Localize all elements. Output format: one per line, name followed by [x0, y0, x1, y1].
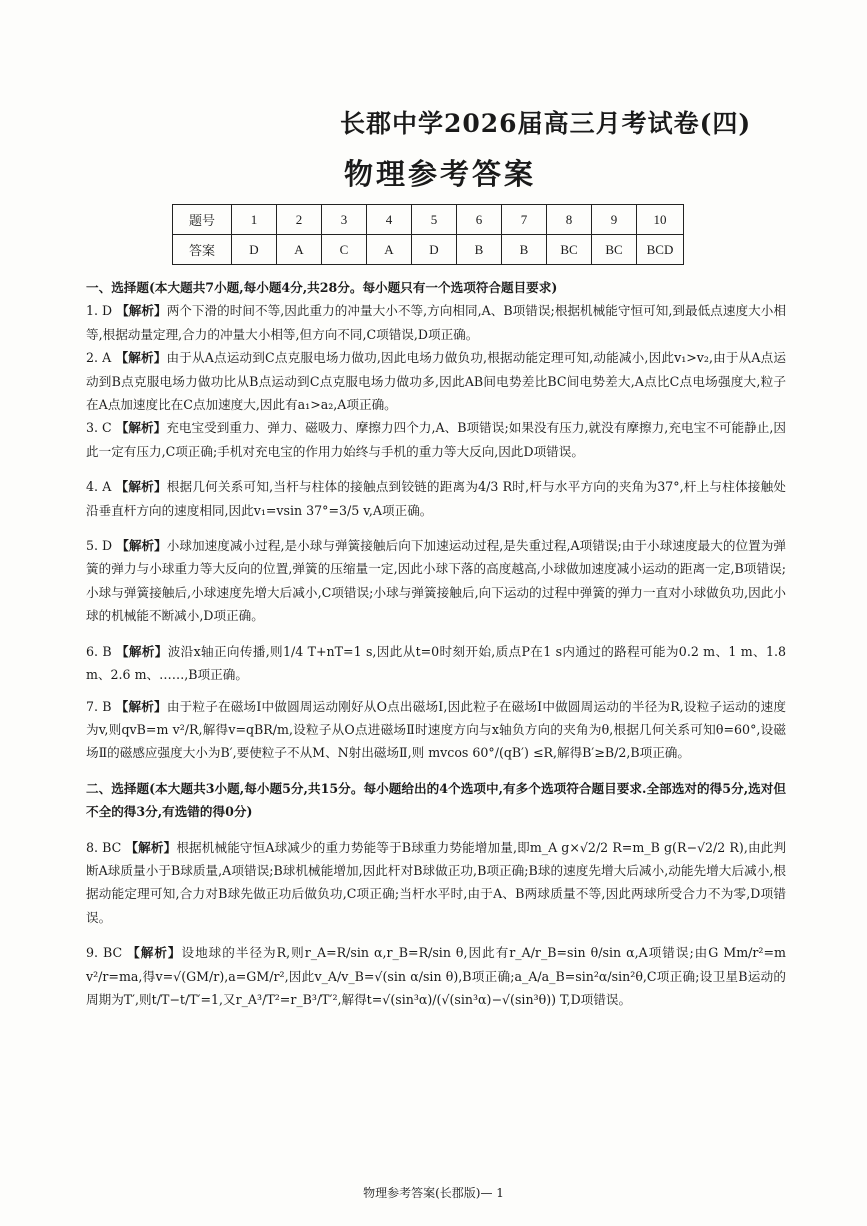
solution-q7	[86, 695, 786, 765]
solution-text: 充电宝受到重力、弹力、磁吸力、摩擦力四个力,A、B项错误;如果没有压力,就没有摩擦力,充电宝不可能静止,因此一定有压力,C项正确;手机对充电宝的作用力始终与手机的重力等大反向,因此D项错误。	[86, 420, 787, 459]
question-number: 8	[547, 205, 592, 235]
answer-cell: D	[412, 235, 457, 265]
question-number-label: 2. A	[86, 350, 112, 366]
answer-cell: D	[232, 235, 277, 265]
solution-text: 小球加速度减小过程,是小球与弹簧接触后向下加速运动过程,是失重过程,A项错误;由于小球速度最大的位置为弹簧的弹力与小球重力等大反向的位置,弹簧的压缩量一定,因此小球下落的高度越高,小球做加速度减小运动的距离一定,B项错误;小球与弹簧接触后,小球速度先增大后减小,C项错误;小球与弹簧接触后,向下运动的过程中弹簧的弹力一直对小球做负功,因此小球的机械能不断减小,D项正确。	[86, 538, 786, 624]
solution-q1	[86, 299, 786, 346]
analysis-tag: 【解析】	[115, 350, 167, 366]
analysis-tag: 【解析】	[125, 839, 177, 855]
answer-cell: BCD	[637, 235, 684, 265]
solution-q8	[86, 836, 786, 930]
solution-text: 根据机械能守恒A球减少的重力势能等于B球重力势能增加量,即m_A g×√2/2 R=m_B g(R−√2/2 R),由此判断A球质量小于B球质量,A项错误;B球机械能增加,因此杆对B球做正功,B项正确;B球的速度先增大后减小,动能先增大后减小,根据动能定理可知,合力对B球先做正功后做负功,C项正确;当杆水平时,由于A、B两球质量不等,因此两球所受合力不为零,D项错误。	[86, 839, 786, 925]
row-label-number: 题号	[173, 205, 232, 235]
question-number-label: 4. A	[86, 479, 112, 495]
analysis-tag: 【解析】	[115, 420, 167, 436]
answer-cell: B	[502, 235, 547, 265]
analysis-tag: 【解析】	[115, 479, 167, 495]
question-number-label: 6. B	[86, 643, 112, 659]
question-number: 4	[367, 205, 412, 235]
answer-table-number-row	[173, 205, 684, 235]
question-number: 9	[592, 205, 637, 235]
answer-cell: BC	[547, 235, 592, 265]
question-number: 2	[277, 205, 322, 235]
question-number-label: 5. D	[86, 538, 113, 554]
solutions-body	[86, 276, 786, 1011]
school-exam-title: 长郡中学2026届高三月考试卷(四)	[340, 109, 752, 138]
solution-q5	[86, 534, 786, 628]
answer-key-title: 物理参考答案	[344, 157, 537, 191]
question-number: 7	[502, 205, 547, 235]
solution-q9	[86, 941, 786, 1011]
answer-cell: B	[457, 235, 502, 265]
analysis-tag: 【解析】	[127, 945, 182, 961]
section-heading-single-choice: 一、选择题(本大题共7小题,每小题4分,共28分。每小题只有一个选项符合题目要求)	[86, 280, 558, 295]
analysis-tag: 【解析】	[116, 303, 167, 319]
solution-q3	[86, 416, 786, 463]
analysis-tag: 【解析】	[116, 538, 167, 554]
question-number: 1	[232, 205, 277, 235]
analysis-tag: 【解析】	[115, 643, 168, 659]
question-number: 6	[457, 205, 502, 235]
question-number-label: 1. D	[86, 303, 113, 319]
solution-q2	[86, 346, 786, 416]
question-number: 5	[412, 205, 457, 235]
answer-cell: A	[277, 235, 322, 265]
row-label-answer: 答案	[173, 235, 232, 265]
answer-table-answer-row	[173, 235, 684, 265]
question-number-label: 7. B	[86, 698, 112, 714]
solution-q4	[86, 475, 786, 522]
answer-cell: A	[367, 235, 412, 265]
page-footer: 物理参考答案(长郡版)— 1	[363, 1186, 504, 1200]
answer-cell: BC	[592, 235, 637, 265]
solution-text: 波沿x轴正向传播,则1/4 T+nT=1 s,因此从t=0时刻开始,质点P在1 s内通过的路程可能为0.2 m、1 m、1.8 m、2.6 m、……,B项正确。	[86, 643, 786, 683]
solution-q6	[86, 640, 786, 687]
solution-text: 设地球的半径为R,则r_A=R/sin α,r_B=R/sin θ,因此有r_A/r_B=sin θ/sin α,A项错误;由G Mm/r²=m v²/r=ma,得v=√(GM/r),a=GM/r²,因此v_A/v_B=√(sin α/sin θ),B项正确;a_A/a_B=sin²α/sin²θ,C项正确;设卫星B运动的周期为T′,则t/T−t/T′=1,又r_A³/T²=r_B³/T′²,解得t=√(sin³α)/(√(sin³α)−√(sin³θ)) T,D项错误。	[86, 945, 786, 1007]
solution-text: 由于粒子在磁场Ⅰ中做圆周运动刚好从O点出磁场Ⅰ,因此粒子在磁场Ⅰ中做圆周运动的半径为R,设粒子运动的速度为v,则qvB=m v²/R,解得v=qBR/m,设粒子从O点进磁场Ⅱ时速度方向与x轴负方向的夹角为θ,根据几何关系可知θ=60°,设磁场Ⅱ的磁感应强度大小为B′,要使粒子不从M、N射出磁场Ⅱ,则 mvcos 60°/(qB′) ≤R,解得B′≥B/2,B项正确。	[86, 698, 786, 761]
question-number: 10	[637, 205, 684, 235]
question-number-label: 8. BC	[86, 839, 122, 855]
solution-text: 两个下滑的时间不等,因此重力的冲量大小不等,方向相同,A、B项错误;根据机械能守恒可知,到最低点速度大小相等,根据动量定理,合力的冲量大小相等,但方向不同,C项错误,D项正确。	[86, 303, 787, 342]
answer-cell: C	[322, 235, 367, 265]
solution-text: 由于从A点运动到C点克服电场力做功,因此电场力做负功,根据动能定理可知,动能减小,因此v₁>v₂,由于从A点运动到B点克服电场力做功比从B点运动到C点克服电场力做功多,因此AB间电势差比BC间电势差大,A点比C点电场强度大,粒子在A点加速度比在C点加速度大,因此有a₁>a₂,A项正确。	[86, 350, 786, 413]
section-heading-multiple-choice: 二、选择题(本大题共3小题,每小题5分,共15分。每小题给出的4个选项中,有多个选项符合题目要求.全部选对的得5分,选对但不全的得3分,有选错的得0分)	[86, 780, 786, 820]
question-number-label: 3. C	[86, 420, 112, 436]
question-number: 3	[322, 205, 367, 235]
answer-table	[172, 204, 684, 265]
analysis-tag: 【解析】	[115, 698, 167, 714]
question-number-label: 9. BC	[86, 945, 123, 961]
solution-text: 根据几何关系可知,当杆与柱体的接触点到铰链的距离为4/3 R时,杆与水平方向的夹角为37°,杆上与柱体接触处沿垂直杆方向的速度相同,因此v₁=vsin 37°=3/5 v,A项正确。	[86, 479, 786, 518]
